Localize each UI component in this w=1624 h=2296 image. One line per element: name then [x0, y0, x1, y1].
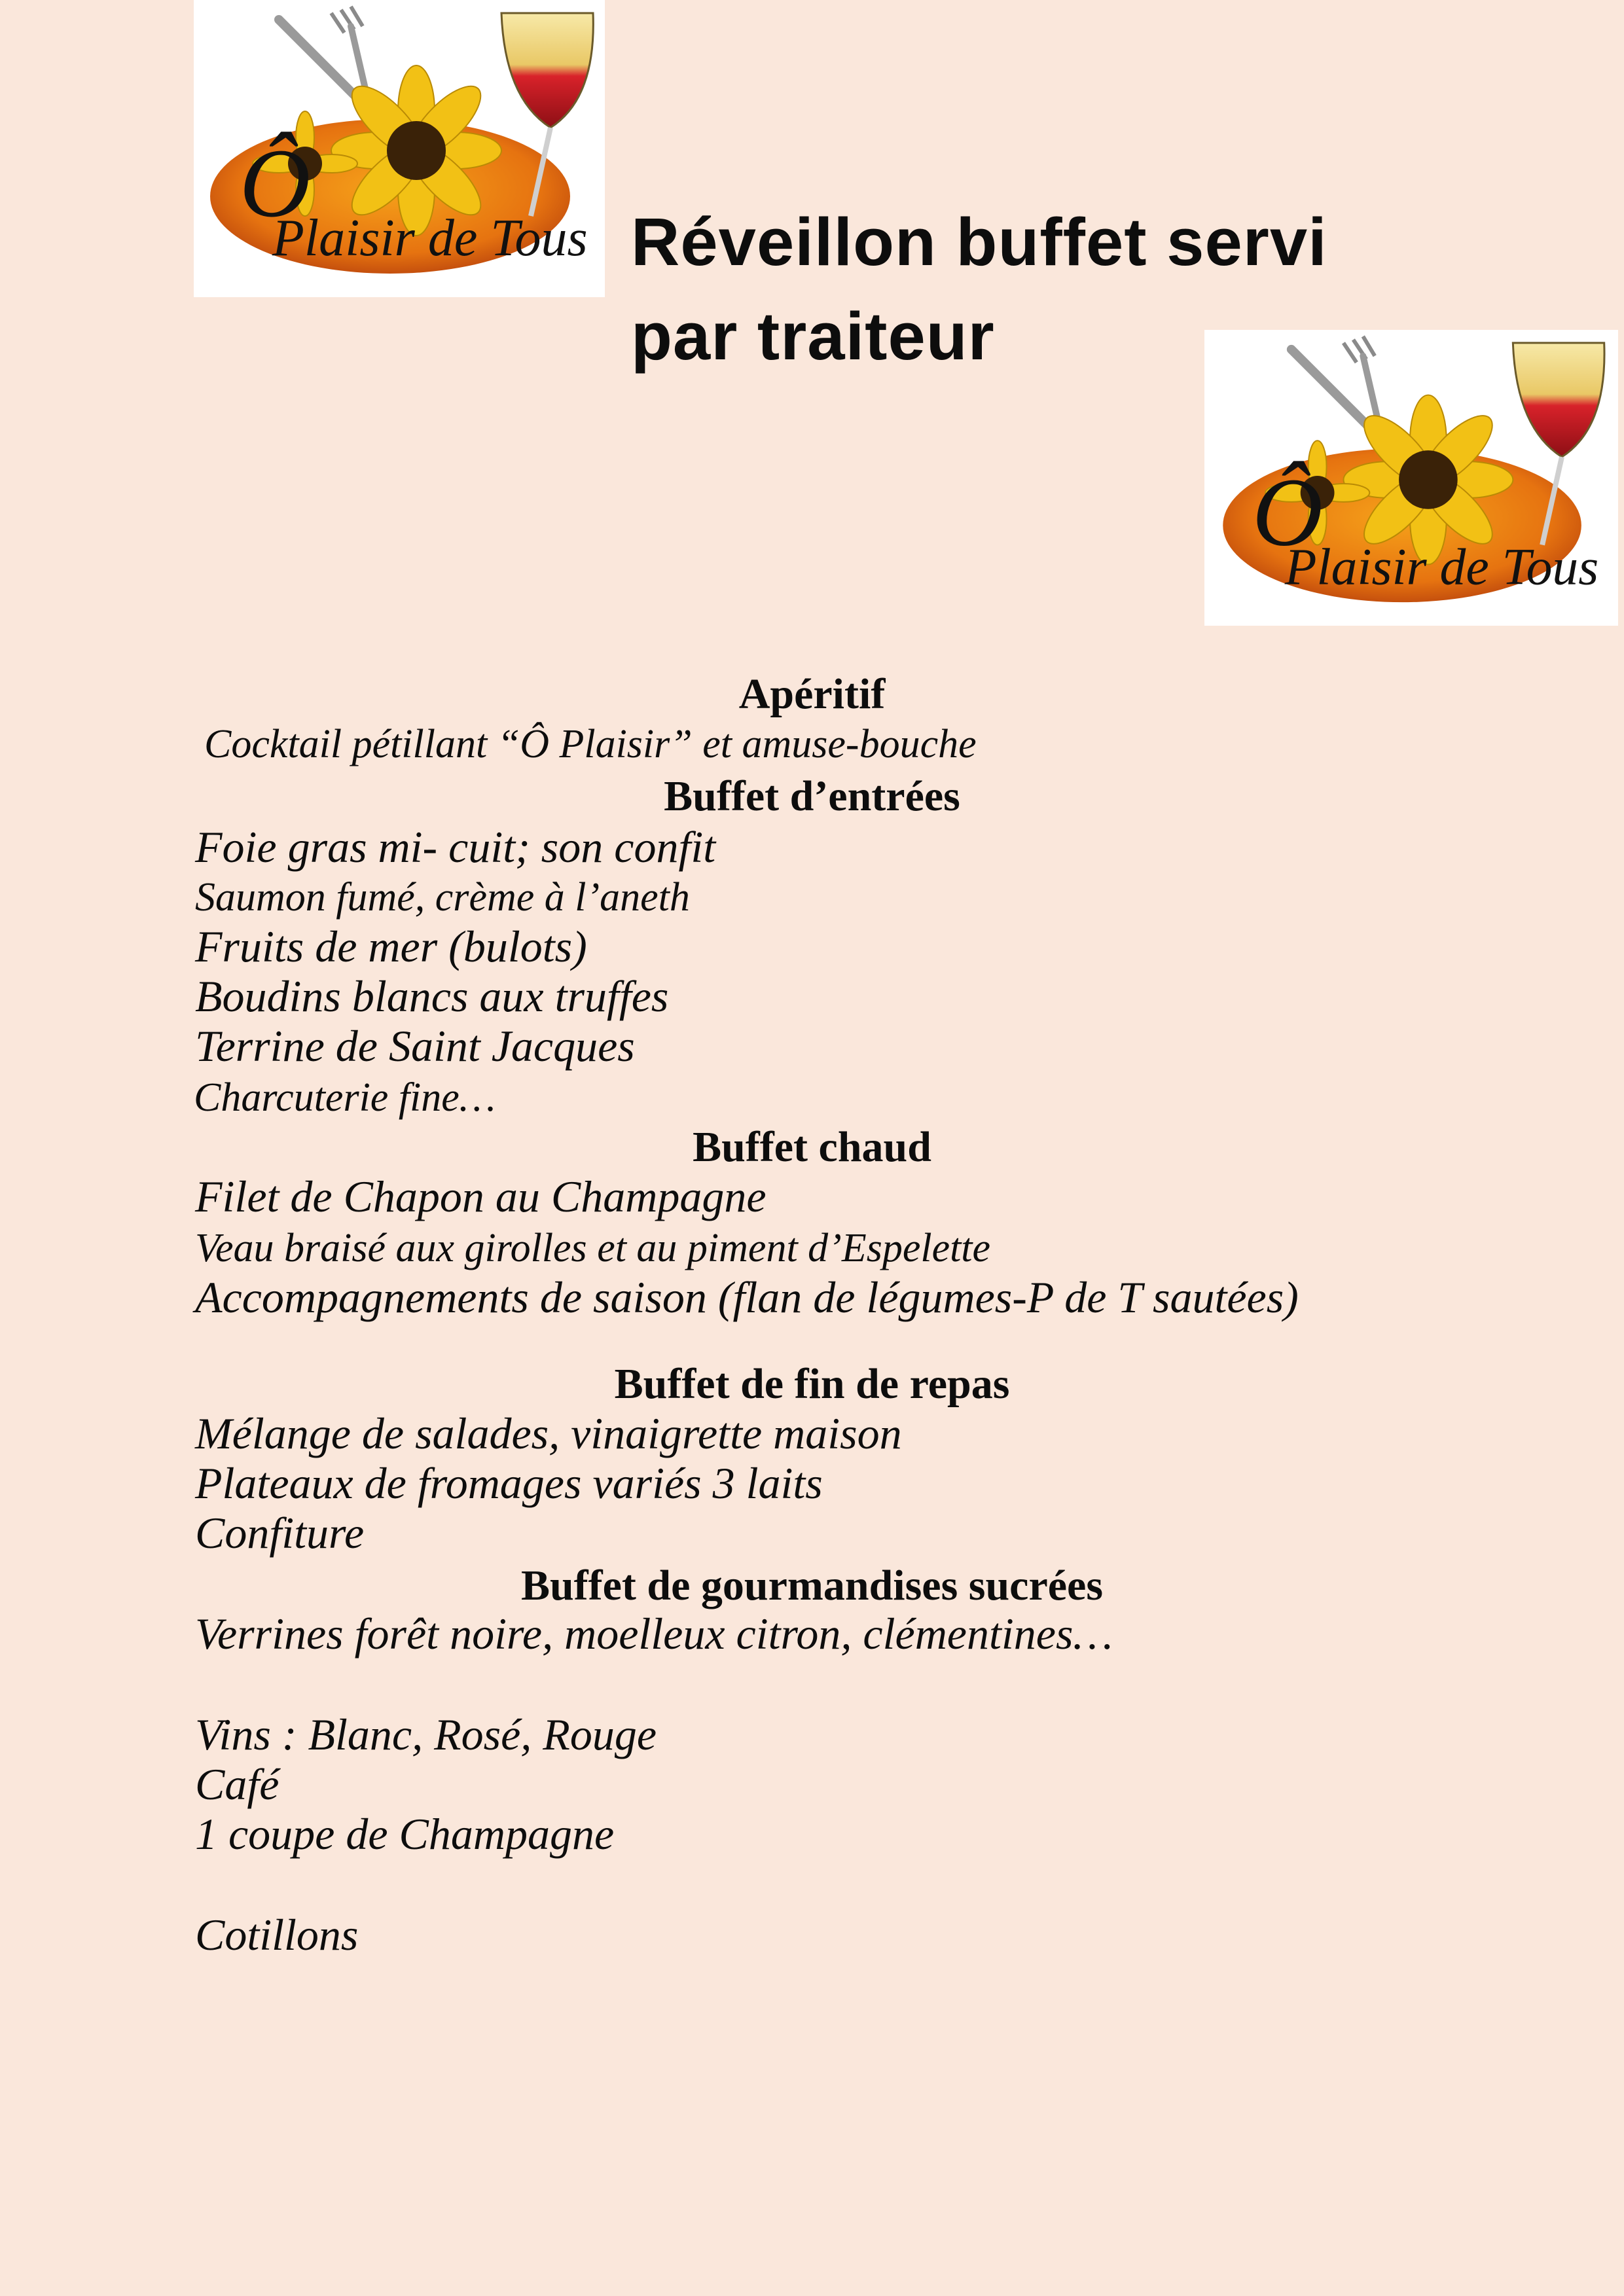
- menu-item-terrine: Terrine de Saint Jacques: [195, 1021, 635, 1071]
- heading-entrees: Buffet d’entrées: [664, 772, 960, 820]
- menu-item-fromages: Plateaux de fromages variés 3 laits: [195, 1458, 823, 1508]
- menu-item-accompagnements: Accompagnements de saison (flan de légumes-P de T sautées): [195, 1272, 1299, 1322]
- menu-item-champagne: 1 coupe de Champagne: [195, 1809, 615, 1859]
- menu-item-charcuterie: Charcuterie fine…: [194, 1075, 496, 1120]
- menu-item-saumon: Saumon fumé, crème à l’aneth: [195, 875, 690, 920]
- menu-item-boudins: Boudins blancs aux truffes: [195, 971, 669, 1021]
- plaisir-de-tous-logo-icon: [194, 0, 605, 297]
- plaisir-de-tous-logo-icon: [1204, 330, 1618, 626]
- svg-text:Ô: Ô: [1252, 458, 1323, 567]
- menu-item-fruits-de-mer: Fruits de mer (bulots): [195, 922, 587, 971]
- heading-aperitif: Apéritif: [738, 670, 886, 718]
- menu-item-confiture: Confiture: [195, 1508, 365, 1558]
- menu-item-cotillons: Cotillons: [195, 1910, 359, 1960]
- title-line-1: Réveillon buffet servi: [631, 204, 1327, 279]
- logo-top-left: [194, 0, 605, 297]
- menu-item-veau: Veau braisé aux girolles et au piment d’Espelette: [195, 1226, 991, 1270]
- menu-item-aperitif: Cocktail pétillant “Ô Plaisir” et amuse-bouche: [204, 722, 977, 766]
- svg-text:Ô: Ô: [240, 129, 311, 238]
- menu-item-vins: Vins : Blanc, Rosé, Rouge: [195, 1710, 657, 1759]
- menu-item-foie-gras: Foie gras mi- cuit; son confit: [195, 822, 716, 872]
- logo-text: Plaisir de Tous: [272, 209, 588, 267]
- menu-item-salades: Mélange de salades, vinaigrette maison: [195, 1408, 902, 1458]
- menu-item-cafe: Café: [195, 1759, 280, 1809]
- logo-text: Plaisir de Tous: [1284, 538, 1599, 596]
- heading-fin-repas: Buffet de fin de repas: [614, 1360, 1010, 1408]
- title-line-2: par traiteur: [631, 298, 995, 374]
- menu-item-verrines: Verrines forêt noire, moelleux citron, clémentines…: [195, 1609, 1113, 1659]
- menu-item-chapon: Filet de Chapon au Champagne: [195, 1172, 767, 1221]
- heading-sucrees: Buffet de gourmandises sucrées: [520, 1562, 1104, 1609]
- heading-chaud: Buffet chaud: [693, 1123, 931, 1171]
- logo-right: [1204, 330, 1618, 626]
